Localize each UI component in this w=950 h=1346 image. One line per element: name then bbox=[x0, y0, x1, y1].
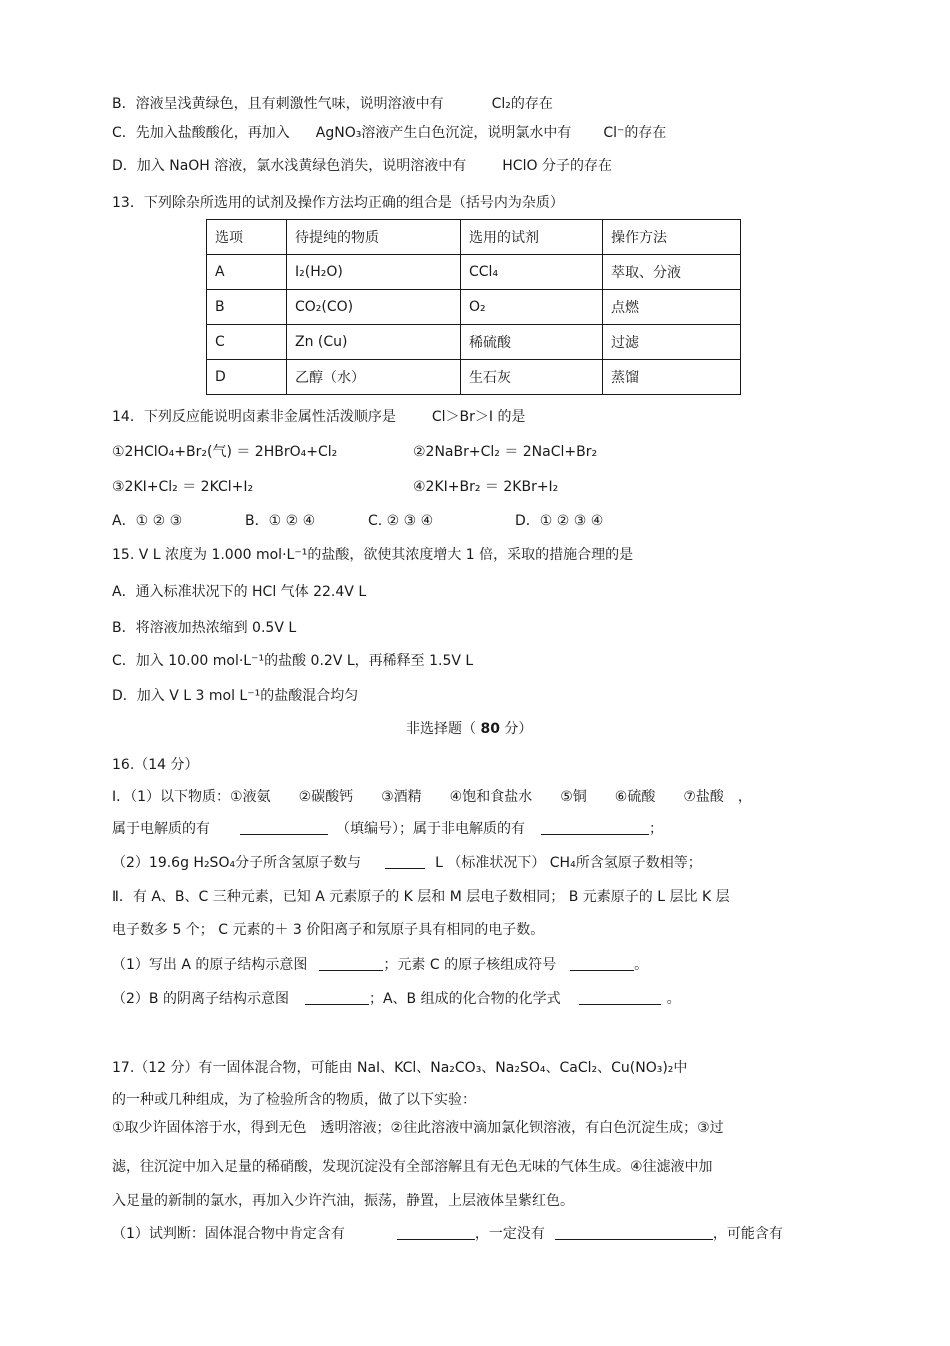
q17-line6: （1）试判断：固体混合物中肯定含有 ，一定没有 ，可能含有 bbox=[112, 1226, 783, 1242]
q15-option-c: C．加入 10.00 mol·L⁻¹的盐酸 0.2V L，再稀释至 1.5V L bbox=[112, 653, 474, 669]
q14-reaction-1: ①2HClO₄+Br₂(气) ＝ 2HBrO₄+Cl₂ bbox=[112, 444, 338, 460]
q13-table bbox=[206, 219, 741, 395]
q17-line3: ①取少许固体溶于水，得到无色 透明溶液；②往此溶液中滴加氯化钡溶液，有白色沉淀生成；③过 bbox=[112, 1120, 724, 1136]
q16-part1-line2: 属于电解质的有 （填编号）；属于非电解质的有 ； bbox=[112, 821, 663, 837]
table-cell: 点燃 bbox=[603, 290, 741, 325]
table-cell: 萃取、分液 bbox=[603, 255, 741, 290]
q14-option-b: B．① ② ④ bbox=[245, 513, 316, 529]
q12-option-d: D．加入 NaOH 溶液，氯水浅黄绿色消失，说明溶液中有 HClO 分子的存在 bbox=[112, 158, 612, 174]
q14-reaction-4: ④2KI+Br₂ ＝ 2KBr+I₂ bbox=[413, 479, 559, 495]
answer-blank[interactable] bbox=[541, 820, 649, 835]
q16-part2-line1: Ⅱ．有 A、B、C 三种元素，已知 A 元素原子的 K 层和 M 层电子数相同； B 元素原子的 L 层比 K 层 bbox=[112, 889, 730, 905]
table-cell: 生石灰 bbox=[461, 360, 603, 395]
q14-option-a: A．① ② ③ bbox=[112, 513, 183, 529]
q15-option-b: B．将溶液加热浓缩到 0.5V L bbox=[112, 620, 297, 636]
answer-blank[interactable] bbox=[240, 820, 328, 835]
answer-blank[interactable] bbox=[555, 1225, 713, 1240]
q13-table-row bbox=[207, 255, 741, 290]
q15-stem: 15. V L 浓度为 1.000 mol·L⁻¹的盐酸，欲使其浓度增大 1 倍，采取的措施合理的是 bbox=[112, 547, 634, 563]
q15-option-d: D．加入 V L 3 mol L⁻¹的盐酸混合均匀 bbox=[112, 688, 359, 704]
q17-line1: 17.（12 分）有一固体混合物，可能由 NaI、KCl、Na₂CO₃、Na₂SO₄、CaCl₂、Cu(NO₃)₂中 bbox=[112, 1060, 688, 1076]
q16-part2-q1: （1）写出 A 的原子结构示意图 ；元素 C 的原子核组成符号 。 bbox=[112, 957, 649, 973]
table-cell: CO₂(CO) bbox=[287, 290, 461, 325]
q12-option-c: C．先加入盐酸酸化，再加入 AgNO₃溶液产生白色沉淀，说明氯水中有 Cl⁻的存在 bbox=[112, 125, 667, 141]
table-cell: O₂ bbox=[461, 290, 603, 325]
table-cell: CCl₄ bbox=[461, 255, 603, 290]
q17-line2: 的一种或几种组成，为了检验所含的物质，做了以下实验： bbox=[112, 1092, 476, 1108]
q14-option-d: D．① ② ③ ④ bbox=[515, 513, 604, 529]
q13-table-row bbox=[207, 325, 741, 360]
q14-option-c: C. ② ③ ④ bbox=[368, 513, 434, 529]
table-cell: 过滤 bbox=[603, 325, 741, 360]
table-cell: Zn (Cu) bbox=[287, 325, 461, 360]
q12-option-b: B．溶液呈浅黄绿色，且有刺激性气味，说明溶液中有 Cl₂的存在 bbox=[112, 96, 553, 112]
answer-blank[interactable] bbox=[579, 990, 661, 1005]
q13-header-cell: 选用的试剂 bbox=[461, 220, 603, 255]
q15-option-a: A．通入标准状况下的 HCl 气体 22.4V L bbox=[112, 584, 367, 600]
q14-reaction-2: ②2NaBr+Cl₂ ＝ 2NaCl+Br₂ bbox=[413, 444, 598, 460]
answer-blank[interactable] bbox=[305, 990, 369, 1005]
answer-blank[interactable] bbox=[319, 956, 383, 971]
q13-header-row bbox=[207, 220, 741, 255]
section-title: 非选择题（ 80 分） bbox=[406, 721, 533, 737]
q16-part1-line1: Ⅰ．（1）以下物质：①液氨 ②碳酸钙 ③酒精 ④饱和食盐水 ⑤铜 ⑥硫酸 ⑦盐酸 ， bbox=[112, 789, 752, 805]
q14-stem: 14．下列反应能说明卤素非金属性活泼顺序是 Cl＞Br＞I 的是 bbox=[112, 409, 526, 425]
table-cell: A bbox=[207, 255, 287, 290]
table-cell: C bbox=[207, 325, 287, 360]
q13-stem: 13．下列除杂所选用的试剂及操作方法均正确的组合是（括号内为杂质） bbox=[112, 195, 564, 211]
q13-header-cell: 待提纯的物质 bbox=[287, 220, 461, 255]
q16-part2-q2: （2）B 的阴离子结构示意图 ；A、B 组成的化合物的化学式 。 bbox=[112, 991, 681, 1007]
table-cell: B bbox=[207, 290, 287, 325]
q13-table-row bbox=[207, 290, 741, 325]
q14-reaction-3: ③2KI+Cl₂ ＝ 2KCl+I₂ bbox=[112, 479, 254, 495]
answer-blank[interactable] bbox=[570, 956, 634, 971]
table-cell: 乙醇（水） bbox=[287, 360, 461, 395]
table-cell: 蒸馏 bbox=[603, 360, 741, 395]
q16-part2-line2: 电子数多 5 个； C 元素的＋ 3 价阳离子和氖原子具有相同的电子数。 bbox=[112, 922, 545, 938]
answer-blank[interactable] bbox=[397, 1225, 475, 1240]
table-cell: D bbox=[207, 360, 287, 395]
q13-header-cell: 选项 bbox=[207, 220, 287, 255]
q17-line4: 滤，往沉淀中加入足量的稀硝酸，发现沉淀没有全部溶解且有无色无味的气体生成。④往滤液中加 bbox=[112, 1159, 713, 1175]
section-score: 80 bbox=[480, 721, 500, 737]
q12-b-formula: Cl₂ bbox=[491, 96, 511, 112]
table-cell: I₂(H₂O) bbox=[287, 255, 461, 290]
q16-head: 16.（14 分） bbox=[112, 757, 199, 773]
table-cell: 稀硫酸 bbox=[461, 325, 603, 360]
q13-header-cell: 操作方法 bbox=[603, 220, 741, 255]
q17-line5: 入足量的新制的氯水，再加入少许汽油，振荡，静置，上层液体呈紫红色。 bbox=[112, 1193, 574, 1209]
q13-table-row bbox=[207, 360, 741, 395]
answer-blank[interactable] bbox=[385, 854, 425, 869]
q16-part1-line3: （2）19.6g H₂SO₄分子所含氢原子数与 L （标准状况下） CH₄所含氢原子数相等； bbox=[112, 855, 702, 871]
